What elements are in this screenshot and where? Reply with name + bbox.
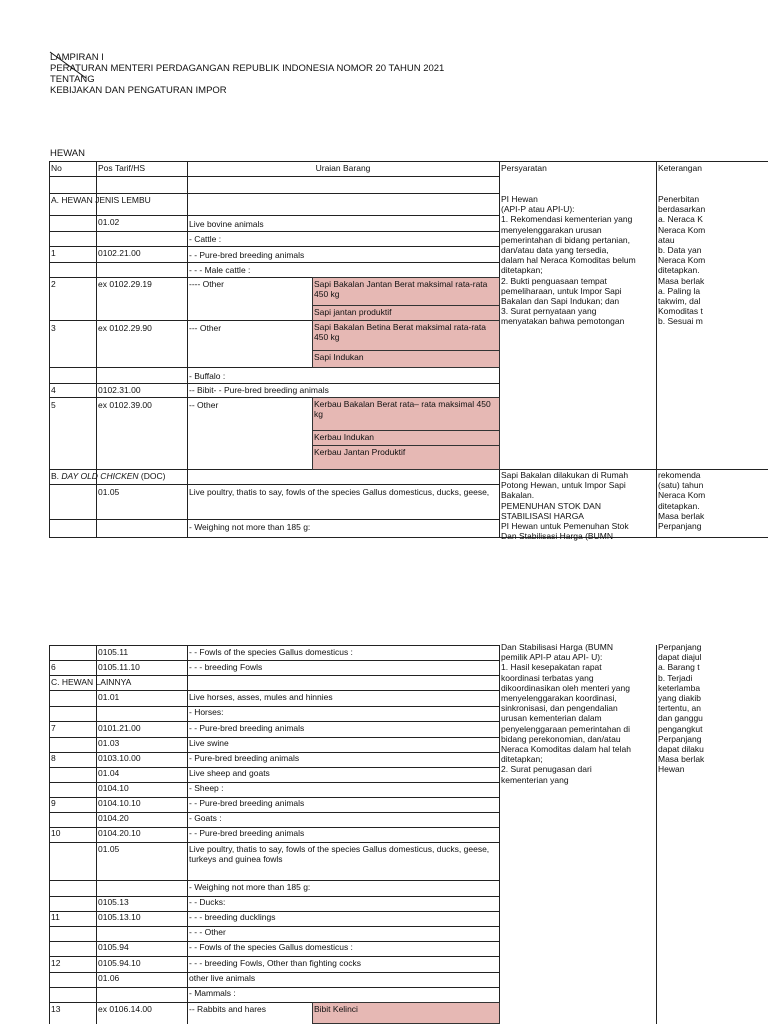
highlight-cell: Sapi jantan produktif (312, 305, 500, 321)
keterangan-text: Perpanjang dapat diajul a. Barang t b. Terjadi keterlamba yang diakib tertentu, an dan ganggu pengangkut Perpanjang dapat dilaku Masa berlak Hewan (658, 642, 705, 775)
keterangan-text: Penerbitan berdasarkan a. Neraca K Neraca Kom atau b. Data yan Neraca Kom ditetapkan. Masa berlak a. Paling la takwim, dal Komoditas t b. Sesuai m (658, 194, 706, 327)
cell-pos: 0102.21.00 (98, 248, 141, 258)
cell-desc: - Cattle : (189, 234, 222, 244)
highlight-cell: Kerbau Jantan Produktif (312, 445, 500, 470)
cell-pos: ex 0102.29.19 (98, 279, 152, 289)
cell-desc: - - - breeding Fowls (189, 662, 263, 672)
cell-pos: 01.03 (98, 738, 120, 748)
highlight-cell: Sapi Bakalan Betina Berat maksimal rata-rata 450 kg (312, 320, 500, 351)
cell-desc: Live bovine animals (189, 219, 264, 229)
cell-desc: - Weighing not more than 185 g: (189, 882, 311, 892)
cell-desc: -- Rabbits and hares (189, 1004, 267, 1014)
cell-no (50, 987, 95, 988)
cell-no: 10 (51, 828, 61, 838)
doc-header-line3: TENTANG (50, 74, 95, 85)
cell-desc: Live poultry, thatis to say, fowls of the species Gallus domesticus, ducks, geese, turkeys and guinea fowls (189, 844, 490, 865)
cell-desc: Live sheep and goats (189, 768, 270, 778)
cell-desc: - Weighing not more than 185 g: (189, 522, 311, 532)
cell-no: 12 (51, 958, 61, 968)
highlight-cell: Sapi Indukan (312, 350, 500, 368)
cell-desc: --- Other (189, 323, 222, 333)
persyaratan-text: PI Hewan (API-P atau API-U): 1. Rekomendasi kementerian yang menyelenggarakan urusan pemerintahan di bidang pertanian, dan/atau data yang tersedia, dalam hal Neraca Komoditas belum ditetapkan; 2. Bukti penguasaan tempat pemeliharaan, untuk Impor Sapi Bakalan dan Sapi Indukan; dan 3. Surat pernyataan yang menyatakan bahwa pemotongan (501, 194, 636, 327)
cell-no (50, 941, 95, 942)
cell-desc: - - - breeding Fowls, Other than fighting cocks (189, 958, 361, 968)
cell-pos: ex 0102.39.00 (98, 400, 152, 410)
cell-no: 2 (51, 279, 56, 289)
highlight-cell: Kerbau Bakalan Berat rata– rata maksimal 450 kg (312, 397, 500, 431)
cell-desc: - - Pure-bred breeding animals (189, 828, 305, 838)
cell-pos: 0105.11.10 (98, 662, 140, 672)
cell-pos: 0105.94.10 (98, 958, 141, 968)
cell-desc: - - Fowls of the species Gallus domesticus : (189, 647, 353, 657)
doc-header-line2: PERATURAN MENTERI PERDAGANGAN REPUBLIK INDONESIA NOMOR 20 TAHUN 2021 (50, 63, 445, 74)
cell-pos: 01.01 (98, 692, 120, 702)
cell-no: 4 (51, 385, 56, 395)
cell-no: 11 (51, 912, 60, 922)
cell-desc: ---- Other (189, 279, 224, 289)
cell-desc: - - Pure-bred breeding animals (189, 723, 305, 733)
keterangan-text-continued: rekomenda (satu) tahun Neraca Kom ditetapkan. Masa berlak Perpanjang (658, 470, 706, 532)
cell-desc: -- Bibit- - Pure-bred breeding animals (189, 385, 329, 395)
section-a-title: A. HEWAN JENIS LEMBU (51, 195, 151, 205)
cell-desc: Live swine (189, 738, 229, 748)
cell-no (50, 926, 95, 927)
cell-desc: Live poultry, thatis to say, fowls of the species Gallus domesticus, ducks, geese, (189, 487, 490, 497)
cell-pos: 0105.13.10 (98, 912, 141, 922)
cell-pos: 0101.21.00 (98, 723, 141, 733)
cell-pos: 0105.13 (98, 897, 129, 907)
cell-pos: 01.02 (98, 217, 120, 227)
cell-desc: - Mammals : (189, 988, 236, 998)
cell-no: 7 (51, 723, 56, 733)
cell-pos: 01.04 (98, 768, 120, 778)
cell-desc: - Sheep : (189, 783, 224, 793)
cell-no (50, 691, 95, 692)
highlight-cell: Kerbau Indukan (312, 430, 500, 446)
cell-no (50, 881, 95, 882)
section-title: HEWAN (50, 148, 86, 159)
cell-pos: 0104.10.10 (98, 798, 141, 808)
cell-pos: 0104.20.10 (98, 828, 141, 838)
highlight-cell: Bibit Kelinci (312, 1002, 500, 1024)
cell-desc: - - - breeding ducklings (189, 912, 276, 922)
cell-pos: 0104.10 (98, 783, 129, 793)
cell-pos: ex 0102.29.90 (98, 323, 152, 333)
section-c-title: C. HEWAN LAINNYA (51, 677, 132, 687)
cell-no (50, 843, 95, 844)
strike-mark (48, 50, 90, 80)
cell-no (50, 896, 95, 897)
doc-header-line4: KEBIJAKAN DAN PENGATURAN IMPOR (50, 85, 227, 96)
cell-no: 8 (51, 753, 56, 763)
cell-desc: - Horses: (189, 707, 224, 717)
cell-no: 13 (51, 1004, 61, 1014)
col-header-pos: Pos Tarif/HS (98, 163, 146, 173)
cell-pos (97, 987, 186, 988)
cell-desc: other live animals (189, 973, 256, 983)
cell-pos: 0104.20 (98, 813, 129, 823)
cell-desc: - Buffalo : (189, 371, 226, 381)
cell-pos (97, 706, 186, 707)
cell-desc: - - Pure-bred breeding animals (189, 798, 305, 808)
cell-no (50, 767, 95, 768)
cell-no: 1 (51, 248, 56, 258)
cell-pos (97, 881, 186, 882)
persyaratan-text-continued: Sapi Bakalan dilakukan di Rumah Potong Hewan, untuk Impor Sapi Bakalan. PEMENUHAN STOK DAN STABILISASI HARGA PI Hewan untuk Pemenuhan Stok Dan Stabilisasi Harga (BUMN (501, 470, 629, 542)
persyaratan-text: Dan Stabilisasi Harga (BUMN pemilik API-P atau API- U): 1. Hasil kesepakatan rapat koordinasi terbatas yang dikoordinasikan oleh menteri yang menyelenggarakan koordinasi, sinkronisasi, dan pengendalian urusan kementerian dalam penyelenggaraan pemerintahan di bidang perekonomian, dan/atau Neraca Komoditas dalam hal telah ditetapkan; 2. Surat penugasan dari kementerian yang (501, 642, 631, 785)
cell-no (50, 737, 95, 738)
cell-desc: - - - Male cattle : (189, 265, 251, 275)
cell-no: 5 (51, 400, 56, 410)
cell-desc: Live horses, asses, mules and hinnies (189, 692, 333, 702)
col-header-uraian: Uraian Barang (315, 163, 371, 173)
cell-pos: 0105.11 (98, 647, 129, 657)
cell-pos: 0102.31.00 (98, 385, 141, 395)
cell-pos: 01.05 (98, 487, 120, 497)
highlight-cell: Sapi Bakalan Jantan Berat maksimal rata-rata 450 kg (312, 277, 500, 306)
section-b-title: B. DAY OLD CHICKEN (DOC) (51, 471, 166, 481)
cell-no: 3 (51, 323, 56, 333)
cell-no (50, 812, 95, 813)
cell-desc: - - Ducks: (189, 897, 226, 907)
doc-header-line1: LAMPIRAN I (50, 52, 104, 63)
cell-no (50, 706, 95, 707)
cell-pos: 0105.94 (98, 942, 129, 952)
cell-pos (97, 926, 186, 927)
col-header-keterangan: Keterangan (658, 163, 702, 173)
cell-desc: - Pure-bred breeding animals (189, 753, 300, 763)
cell-desc: - Goats : (189, 813, 222, 823)
cell-desc: - - Pure-bred breeding animals (189, 250, 305, 260)
cell-pos: 01.06 (98, 973, 120, 983)
cell-no (50, 972, 95, 973)
cell-no: 9 (51, 798, 56, 808)
cell-desc: - - Fowls of the species Gallus domesticus : (189, 942, 353, 952)
col-header-persyaratan: Persyaratan (501, 163, 547, 173)
cell-pos: ex 0106.14.00 (98, 1004, 152, 1014)
cell-no (50, 782, 95, 783)
col-header-no: No (51, 163, 62, 173)
cell-desc: - - - Other (189, 927, 226, 937)
cell-no: 6 (51, 662, 56, 672)
cell-desc: -- Other (189, 400, 219, 410)
cell-pos: 01.05 (98, 844, 120, 854)
cell-pos: 0103.10.00 (98, 753, 141, 763)
